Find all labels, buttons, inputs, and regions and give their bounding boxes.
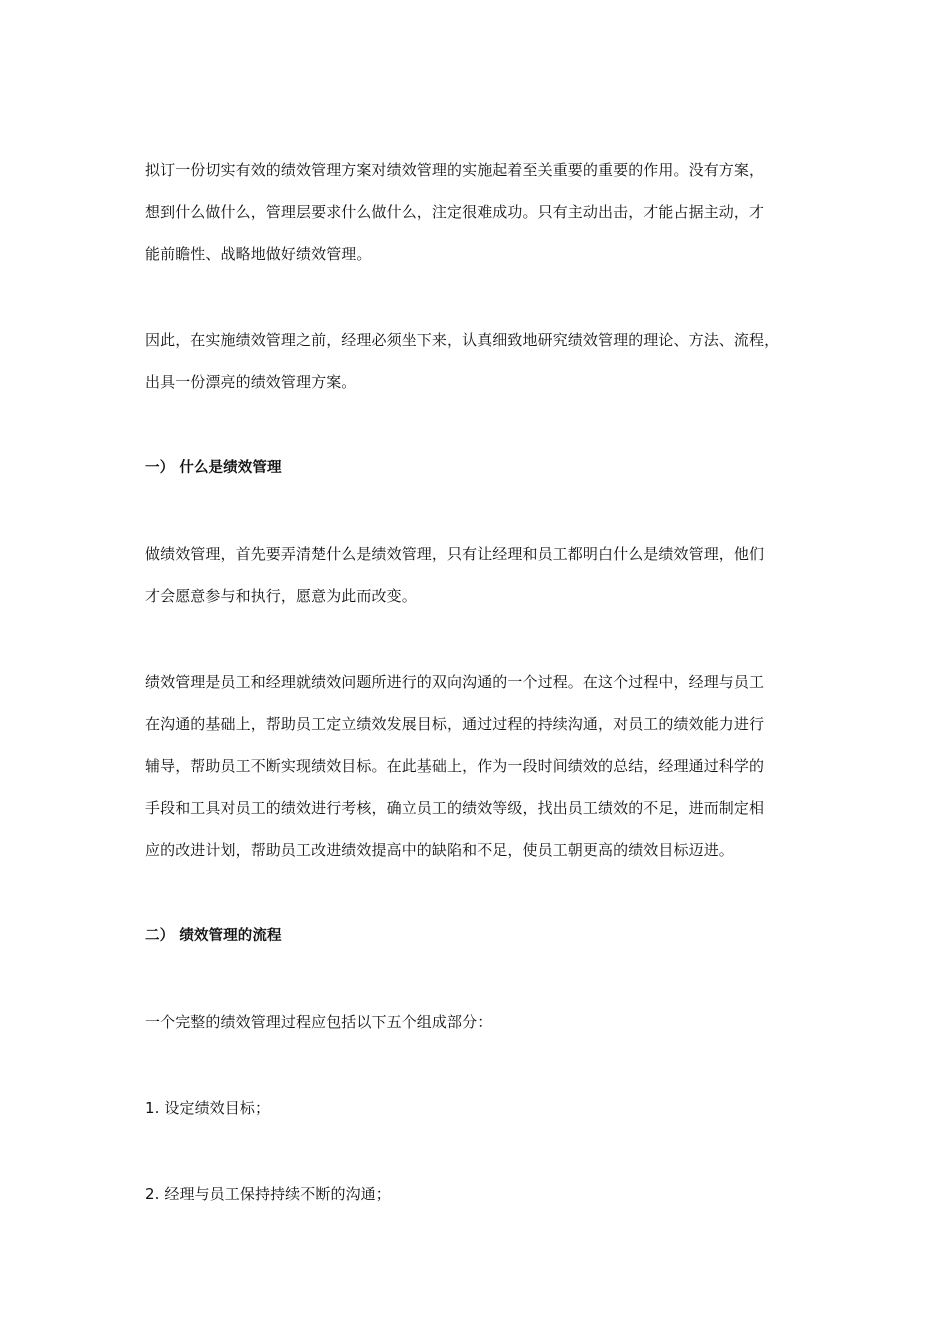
section-1-paragraph-2-line-1: 绩效管理是员工和经理就绩效问题所进行的双向沟通的一个过程。在这个过程中，经理与员工 (145, 673, 765, 691)
intro-paragraph-1-line-1: 拟订一份切实有效的绩效管理方案对绩效管理的实施起着至关重要的重要的作用。没有方案， (145, 161, 765, 179)
list-item: 2. 经理与员工保持持续不断的沟通； (145, 1185, 391, 1203)
section-1-paragraph-2-line-3: 辅导，帮助员工不断实现绩效目标。在此基础上，作为一段时间绩效的总结，经理通过科学的 (145, 757, 765, 775)
section-1-paragraph-1-line-1: 做绩效管理，首先要弄清楚什么是绩效管理，只有让经理和员工都明白什么是绩效管理，他们 (145, 545, 765, 563)
section-1-paragraph-1-line-2: 才会愿意参与和执行，愿意为此而改变。 (145, 587, 417, 605)
intro-paragraph-2-line-2: 出具一份漂亮的绩效管理方案。 (145, 373, 357, 391)
section-2-heading: 二） 绩效管理的流程 (145, 928, 282, 944)
section-1-paragraph-2-line-2: 在沟通的基础上，帮助员工定立绩效发展目标，通过过程的持续沟通，对员工的绩效能力进行 (145, 715, 765, 733)
section-1-paragraph-2-line-4: 手段和工具对员工的绩效进行考核，确立员工的绩效等级，找出员工绩效的不足，进而制定相 (145, 799, 765, 817)
section-1-heading: 一） 什么是绩效管理 (145, 460, 282, 476)
intro-paragraph-1-line-3: 能前瞻性、战略地做好绩效管理。 (145, 245, 372, 263)
list-item: 1. 设定绩效目标； (145, 1099, 271, 1117)
intro-paragraph-1-line-2: 想到什么做什么，管理层要求什么做什么，注定很难成功。只有主动出击，才能占据主动，才 (145, 203, 765, 221)
section-1-paragraph-2-line-5: 应的改进计划，帮助员工改进绩效提高中的缺陷和不足，使员工朝更高的绩效目标迈进。 (145, 841, 734, 859)
intro-paragraph-2-line-1: 因此，在实施绩效管理之前，经理必须坐下来，认真细致地研究绩效管理的理论、方法、流程， (145, 331, 780, 349)
section-2-intro: 一个完整的绩效管理过程应包括以下五个组成部分： (145, 1013, 493, 1031)
